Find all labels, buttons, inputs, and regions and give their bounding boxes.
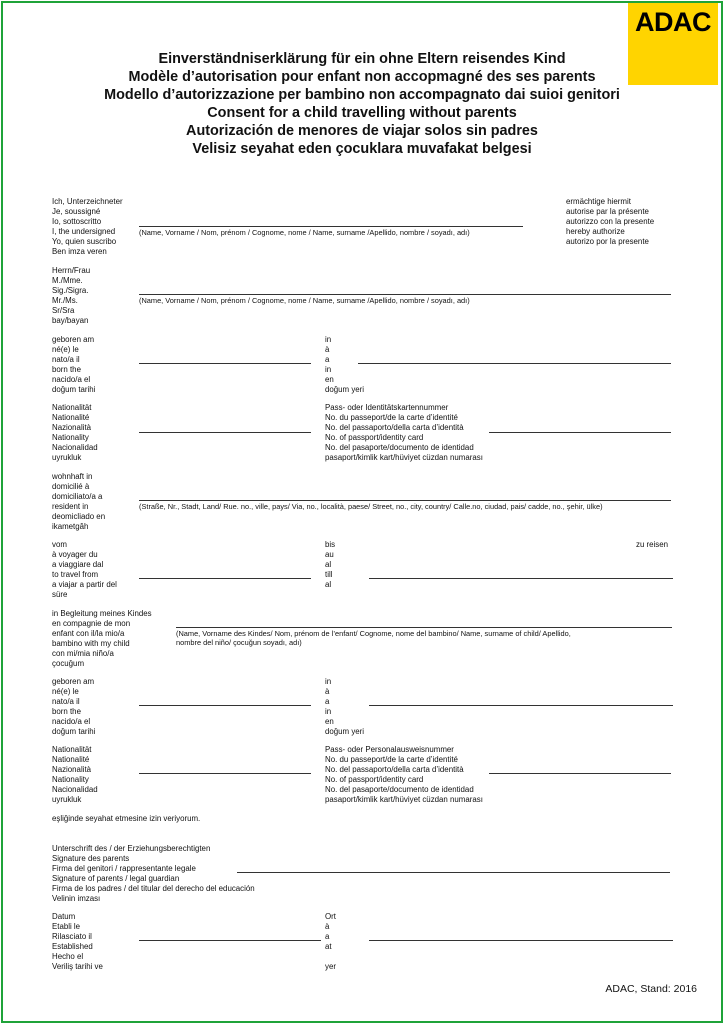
- child-born-date-label: geboren am né(e) le nato/a il born the nacido/a el doğum tarihi: [52, 677, 96, 736]
- born-date-label: geboren am né(e) le nato/a il born the nacido/a el doğum tarihi: [52, 335, 96, 394]
- mr-ms-label: Herrn/Frau M./Mme. Sig./Sigra. Mr./Ms. Sr/Sra bay/bayan: [52, 266, 91, 325]
- title-fr: Modèle d’autorisation pour enfant non accopmagné des ses parents: [128, 69, 596, 85]
- consent-statement: eşliğinde seyahat etmesine izin veriyorum.: [52, 814, 201, 823]
- date-label: Datum Etabli le Rilasciato il Established Hecho el Veriliş tarihi ve: [52, 912, 103, 971]
- footer-version: ADAC, Stand: 2016: [605, 983, 697, 995]
- child-nationality-field[interactable]: [139, 773, 311, 774]
- child-label: in Begleitung meines Kindes en compagnie de mon enfant con il/la mio/a bambino with my child con mi/mia niño/a çocuğum: [52, 609, 152, 668]
- undersigned-name-hint: (Name, Vorname / Nom, prénom / Cognome, nome / Name, surname /Apellido, nombre / soyadı, adı): [139, 228, 470, 237]
- child-name-hint: (Name, Vorname des Kindes/ Nom, prénom de l’enfant/ Cognome, nome del bambino/ Name, surname of child/ Apellido, nombre del niño/ çocuğun soyadı, adı): [176, 629, 571, 648]
- title-de: Einverständniserklärung für ein ohne Eltern reisendes Kind: [158, 51, 566, 67]
- mr-ms-name-hint: (Name, Vorname / Nom, prénom / Cognome, nome / Name, surname /Apellido, nombre / soyadı, adı): [139, 296, 470, 305]
- mr-ms-name-field[interactable]: [139, 294, 671, 295]
- undersigned-label: Ich, Unterzeichneter Je, soussigné Io, sottoscritto I, the undersigned Yo, quien suscribo Ben imza veren: [52, 197, 123, 256]
- adac-logo-text: ADAC: [635, 7, 711, 37]
- born-date-field[interactable]: [139, 363, 311, 364]
- child-passport-number-field[interactable]: [489, 773, 671, 774]
- passport-number-field[interactable]: [489, 432, 671, 433]
- child-born-place-field[interactable]: [369, 705, 673, 706]
- undersigned-name-field[interactable]: [139, 226, 523, 227]
- child-nationality-label: Nationalität Nationalité Nazionalità Nationality Nacionalidad uyrukluk: [52, 745, 98, 804]
- date-field[interactable]: [139, 940, 321, 941]
- title-es: Autorización de menores de viajar solos sin padres: [186, 123, 538, 139]
- place-field[interactable]: [369, 940, 673, 941]
- residence-label: wohnhaft in domicilié à domiciliato/a a resident in deomicliado en ikametgâh: [52, 472, 106, 531]
- child-name-field[interactable]: [176, 627, 672, 628]
- signature-field[interactable]: [237, 872, 670, 873]
- travel-from-field[interactable]: [139, 578, 311, 579]
- nationality-label: Nationalität Nationalité Nazionalità Nationality Nacionalidad uyrukluk: [52, 403, 98, 462]
- nationality-field[interactable]: [139, 432, 311, 433]
- authorize-label: ermächtige hiermit autorise par la présente autorizzo con la presente hereby authorize autorizo por la presente: [566, 197, 655, 246]
- travel-from-label: vom à voyager du a viaggiare dal to travel from a viajar a partir del süre: [52, 540, 117, 599]
- form-titles: [60, 50, 664, 158]
- born-place-label: in à a in en doğum yeri: [325, 335, 365, 394]
- residence-address-hint: (Straße, Nr., Stadt, Land/ Rue. no., ville, pays/ Via, no., località, paese/ Street, no., city, country/ Calle.no, ciudad, pais/ cadde, no., şehir, ülke): [139, 502, 603, 511]
- born-place-field[interactable]: [358, 363, 671, 364]
- title-en: Consent for a child travelling without parents: [207, 105, 517, 121]
- title-tr: Velisiz seyahat eden çocuklara muvafakat belgesi: [192, 141, 532, 157]
- passport-label: Pass- oder Identitätskartennummer No. du passeport/de la carte d’identité No. del passaporto/della carta d’identità No. of passport/identity card No. del pasaporte/documento de identidad pasaport/kimlik kart/hüviyet cüzdan numarası: [325, 403, 483, 462]
- child-born-date-field[interactable]: [139, 705, 311, 706]
- travel-to-field[interactable]: [369, 578, 673, 579]
- signature-label: Unterschrift des / der Erziehungsberechtigten Signature des parents Firma del genitori / rappresentante legale Signature of parents / legal guardian Firma de los padres / del titular del derecho del educación Velinin imzası: [52, 844, 255, 903]
- child-passport-label: Pass- oder Personalausweisnummer No. du passeport/de la carte d’identité No. del passaporto/della carta d’identità No. of passport/identity card No. del pasaporte/documento de identidad pasaport/kimlik kart/hüviyet cüzdan numarası: [325, 745, 483, 804]
- travel-to-label: bis au al till al: [325, 540, 336, 589]
- travel-end-label: zu reisen: [636, 540, 669, 549]
- residence-address-field[interactable]: [139, 500, 671, 501]
- place-label: Ort à a at yer: [325, 912, 336, 971]
- child-born-place-label: in à a in en doğum yeri: [325, 677, 365, 736]
- title-it: Modello d’autorizzazione per bambino non accompagnato dai suioi genitori: [104, 87, 620, 103]
